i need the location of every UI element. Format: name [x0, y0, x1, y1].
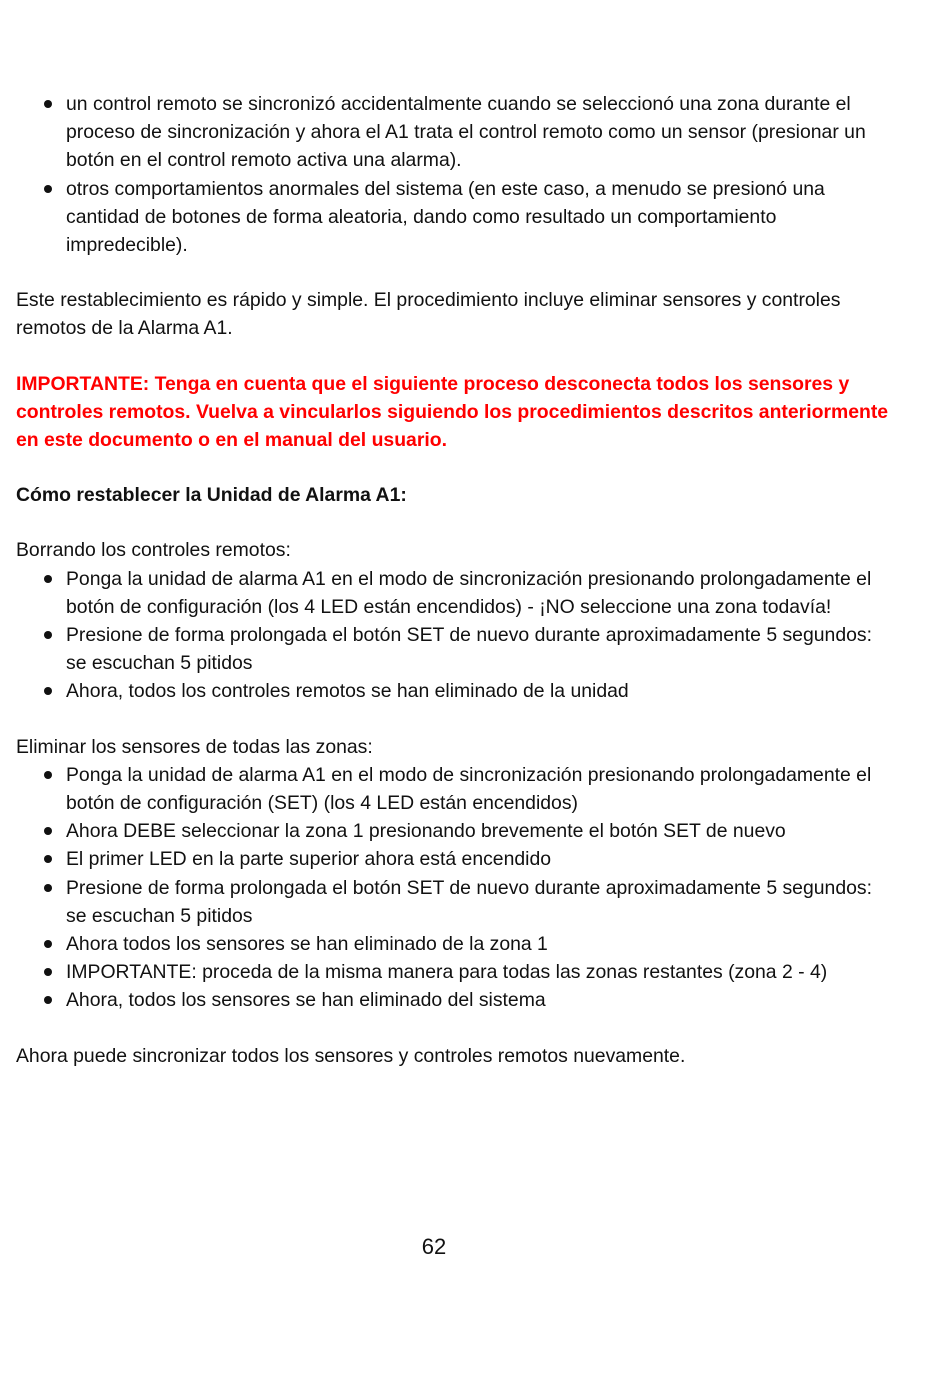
list-item: un control remoto se sincronizó accidentalmente cuando se seleccionó una zona durante el proceso de sincronización y ahora el A1 trata el control remoto como un sensor (presionar un botón en el control remoto activa una alarma).: [16, 90, 896, 175]
intro-bullet-list: [16, 90, 896, 259]
list-item: otros comportamientos anormales del sistema (en este caso, a menudo se presionó una cantidad de botones de forma aleatoria, dando como resultado un comportamiento impredecible).: [16, 175, 896, 260]
list-item: IMPORTANTE: proceda de la misma manera para todas las zonas restantes (zona 2 - 4): [16, 958, 896, 986]
section-heading: Cómo restablecer la Unidad de Alarma A1:: [16, 484, 407, 507]
list-item: El primer LED en la parte superior ahora está encendido: [16, 845, 896, 873]
list-item: Presione de forma prolongada el botón SET de nuevo durante aproximadamente 5 segundos: se escuchan 5 pitidos: [16, 874, 896, 930]
page-number: 62: [421, 1234, 447, 1259]
sensors-steps-list: [16, 761, 896, 1015]
remotes-section-title: Borrando los controles remotos:: [16, 539, 291, 562]
list-item: Ponga la unidad de alarma A1 en el modo de sincronización presionando prolongadamente el botón de configuración (SET) (los 4 LED están encendidos): [16, 761, 896, 817]
document-page: [16, 90, 896, 1070]
list-item: Ahora, todos los controles remotos se han eliminado de la unidad: [16, 677, 896, 705]
sensors-section-title: Eliminar los sensores de todas las zonas:: [16, 735, 373, 758]
list-item: Ponga la unidad de alarma A1 en el modo de sincronización presionando prolongadamente el botón de configuración (los 4 LED están encendidos) - ¡NO seleccione una zona todavía!: [16, 565, 896, 621]
important-notice: IMPORTANTE: Tenga en cuenta que el siguiente proceso desconecta todos los sensores y controles remotos. Vuelva a vincularlos siguiendo los procedimientos descritos anteriormente en este documento o en el manual del usuario.: [16, 372, 889, 452]
reset-description-paragraph: Este restablecimiento es rápido y simple. El procedimiento incluye eliminar sensores y controles remotos de la Alarma A1.: [16, 289, 841, 340]
list-item: Ahora, todos los sensores se han eliminado del sistema: [16, 986, 896, 1014]
list-item: Ahora DEBE seleccionar la zona 1 presionando brevemente el botón SET de nuevo: [16, 817, 896, 845]
list-item: Presione de forma prolongada el botón SET de nuevo durante aproximadamente 5 segundos: se escuchan 5 pitidos: [16, 621, 896, 677]
closing-paragraph: Ahora puede sincronizar todos los sensores y controles remotos nuevamente.: [16, 1044, 686, 1067]
remotes-steps-list: [16, 565, 896, 706]
list-item: Ahora todos los sensores se han eliminado de la zona 1: [16, 930, 896, 958]
